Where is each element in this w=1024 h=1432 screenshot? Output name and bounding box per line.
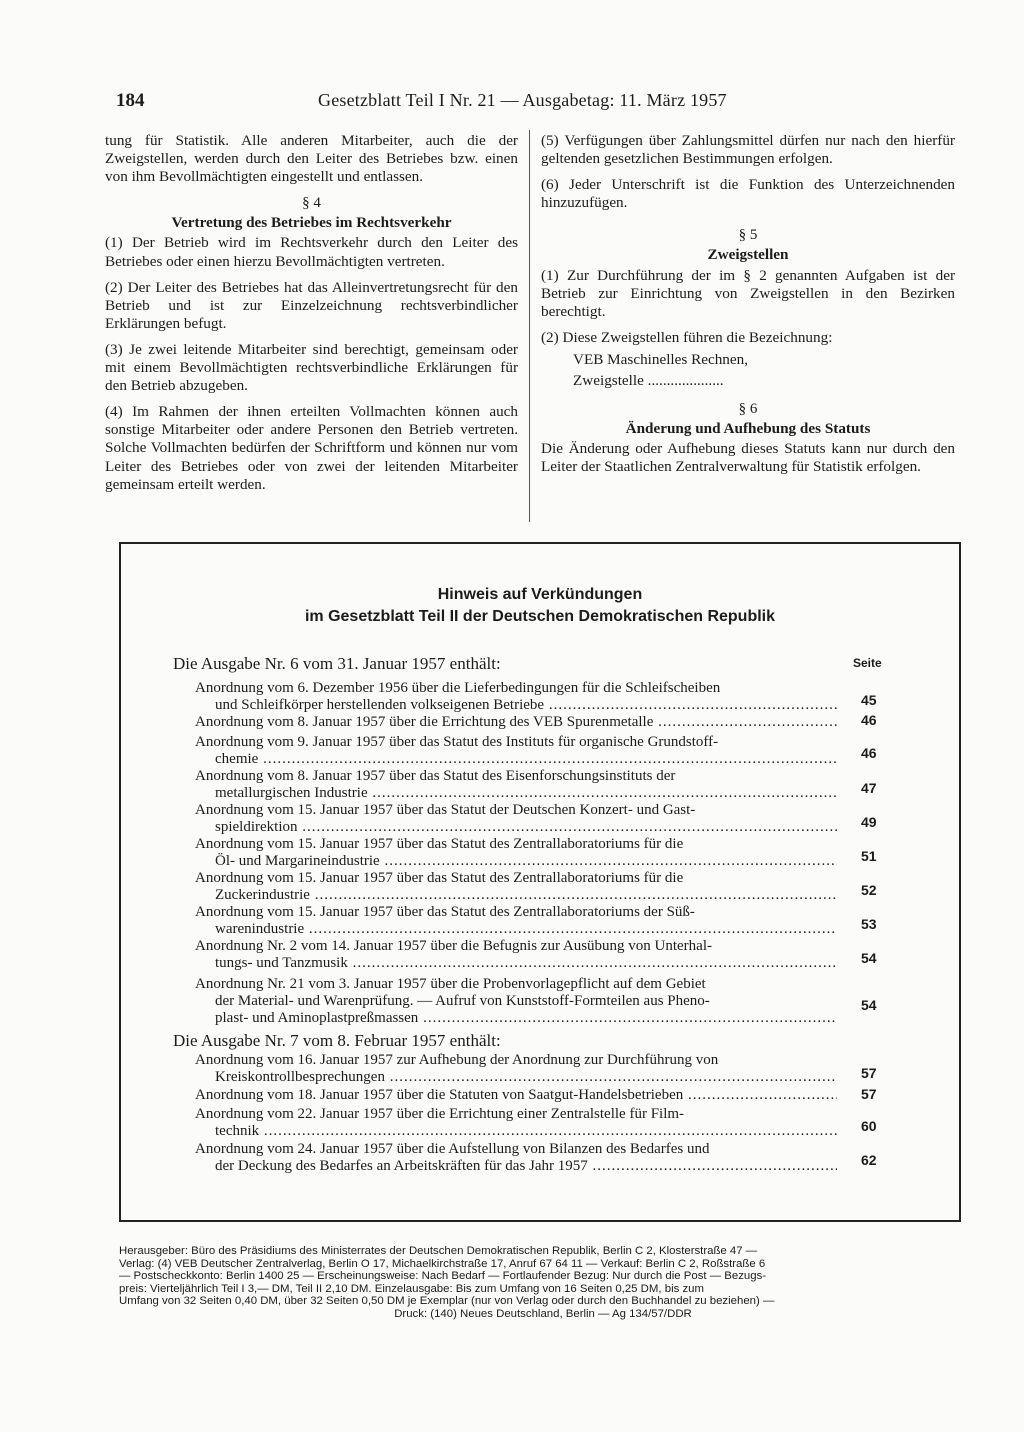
left-column [105, 132, 518, 502]
page-ref: 60 [861, 1118, 877, 1134]
page-number: 184 [116, 90, 145, 111]
list-item: Anordnung vom 15. Januar 1957 über das Statut des Zentrallaboratoriums für die Öl- und Margarineindustrie ..... [195, 836, 837, 870]
list-item: Anordnung vom 8. Januar 1957 über das Statut des Eisenforschungsinstituts der metallurgischen Industrie ..... [195, 768, 837, 802]
section-4-title: Vertretung des Betriebes im Rechtsverkehr [171, 214, 452, 232]
list-item: Anordnung Nr. 21 vom 3. Januar 1957 über die Probenvorlagepflicht auf dem Gebiet der Material- und Warenprüfung. — Aufruf von Kunststoff-Formteilen aus Pheno- plast- und Aminoplastpreßmassen ..... [195, 976, 837, 1027]
section-4-paragraph-4: (4) Im Rahmen der ihnen erteilten Vollmachten können auch sonstige Mitarbeiter oder andere Personen den Betrieb vertreten. Solche Vollmachten bedürfen der Schriftform und können nur vom Leiter des Betriebes oder von zwei der leitenden Mitarbeiter gemeinsam erteilt werden. [105, 403, 518, 493]
paragraph-intro: tung für Statistik. Alle anderen Mitarbeiter, auch die der Zweigstellen, werden durch den Leiter des Betriebes bzw. einen von ihm Bevollmächtigten eingestellt und entlassen. [105, 132, 518, 186]
page-ref: 45 [861, 692, 877, 708]
section-5-paragraph-2: (2) Diese Zweigstellen führen die Bezeichnung: [541, 328, 833, 346]
section-4-paragraph-3: (3) Je zwei leitende Mitarbeiter sind berechtigt, gemeinsam oder mit einem Bevollmächtigten rechtsverbindliche Erklärungen für den Betrieb abzugeben. [105, 340, 518, 395]
page-ref: 62 [861, 1152, 877, 1168]
list-item: Anordnung vom 15. Januar 1957 über das Statut des Zentrallaboratoriums der Süß- warenindustrie ..... [195, 904, 837, 938]
list-item: Anordnung vom 18. Januar 1957 über die Statuten von Saatgut-Handelsbetrieben ..... [195, 1087, 837, 1104]
section-5-title: Zweigstellen [707, 246, 789, 264]
imprint-line-1: Herausgeber: Büro des Präsidiums des Ministerrates der Deutschen Demokratischen Republik, Berlin C 2, Klosterstraße 47 — [119, 1245, 758, 1257]
issue-7-heading: Die Ausgabe Nr. 7 vom 8. Februar 1957 enthält: [173, 1031, 501, 1050]
section-4-paragraph-5: (5) Verfügungen über Zahlungsmittel dürfen nur nach den hierfür geltenden gesetzlichen Bestimmungen erfolgen. [541, 132, 955, 168]
imprint-line-5: Umfang von 32 Seiten 0,40 DM, über 32 Seiten 0,50 DM je Exemplar (nur von Verlag oder durch den Buchhandel zu beziehen) — [119, 1295, 775, 1308]
page-ref: 57 [861, 1086, 877, 1102]
notice-title-line-1: Hinweis auf Verkündungen [437, 586, 643, 603]
list-item: Anordnung vom 16. Januar 1957 zur Aufhebung der Anordnung zur Durchführung von Kreiskontrollbesprechungen ..... [195, 1052, 837, 1086]
list-item: Anordnung vom 6. Dezember 1956 über die Lieferbedingungen für die Schleifscheiben und Schleifkörper herstellenden volkseigenen Betriebe ..... [195, 680, 837, 714]
page-column-label: Seite [853, 656, 882, 670]
section-4-paragraph-6: (6) Jeder Unterschrift ist die Funktion des Unterzeichnenden hinzuzufügen. [541, 176, 955, 212]
section-6-paragraph: Die Änderung oder Aufhebung dieses Statuts kann nur durch den Leiter der Staatlichen Zentralverwaltung für Statistik erfolgen. [541, 440, 955, 476]
section-5-number: § 5 [738, 227, 758, 244]
page-ref: 49 [861, 814, 877, 830]
branch-name-line-2: Zweigstelle .................... [573, 372, 724, 390]
list-item: Anordnung vom 22. Januar 1957 über die Errichtung einer Zentralstelle für Film- technik ..... [195, 1106, 837, 1140]
page-ref: 57 [861, 1065, 877, 1081]
section-4-paragraph-1: (1) Der Betrieb wird im Rechtsverkehr durch den Leiter des Betriebes oder einen hierzu Bevollmächtigten vertreten. [105, 234, 518, 270]
notice-box [119, 542, 961, 1222]
imprint [119, 1245, 967, 1321]
list-item: Anordnung Nr. 2 vom 14. Januar 1957 über die Befugnis zur Ausübung von Unterhal- tungs- und Tanzmusik ..... [195, 938, 837, 972]
list-item: Anordnung vom 8. Januar 1957 über die Errichtung des VEB Spurenmetalle ..... [195, 714, 837, 731]
column-divider [529, 130, 530, 522]
imprint-line-3: — Postscheckkonto: Berlin 1400 25 — Erscheinungsweise: Nach Bedarf — Fortlaufender Bezug: Nur durch die Post — Bezugs- [119, 1270, 767, 1283]
page-ref: 51 [861, 848, 877, 864]
list-item: Anordnung vom 15. Januar 1957 über das Statut der Deutschen Konzert- und Gast- spieldirektion ..... [195, 802, 837, 836]
list-item: Anordnung vom 9. Januar 1957 über das Statut des Instituts für organische Grundstoff- chemie ..... [195, 734, 837, 768]
imprint-line-4: preis: Vierteljährlich Teil I 3,— DM, Teil II 2,10 DM. Einzelausgabe: Bis zum Umfang von 16 Seiten 0,25 DM, bis zum [119, 1282, 704, 1295]
issue-6-heading: Die Ausgabe Nr. 6 vom 31. Januar 1957 enthält: [173, 654, 501, 673]
section-4-paragraph-2: (2) Der Leiter des Betriebes hat das Alleinvertretungsrecht für den Betrieb und ist zur Einzelzeichnung rechtsverbindlicher Erklärungen befugt. [105, 278, 518, 332]
page-ref: 46 [861, 712, 877, 728]
imprint-line-2: Verlag: (4) VEB Deutscher Zentralverlag, Berlin O 17, Michaelkirchstraße 17, Anruf 67 64 11 — Verkauf: Berlin C 2, Roßstraße 6 [119, 1257, 766, 1270]
page-ref: 46 [861, 745, 877, 761]
section-6-title: Änderung und Aufhebung des Statuts [625, 420, 871, 438]
section-5-paragraph-1: (1) Zur Durchführung der im § 2 genannten Aufgaben ist der Betrieb zur Einrichtung von Zweigstellen in den Bezirken berechtigt. [541, 266, 955, 320]
notice-title-line-2: im Gesetzblatt Teil II der Deutschen Demokratischen Republik [304, 608, 776, 625]
right-column [541, 132, 955, 485]
branch-name-line-1: VEB Maschinelles Rechnen, [573, 350, 749, 368]
page-ref: 54 [861, 950, 877, 966]
page-ref: 52 [861, 882, 877, 898]
imprint-line-6: Druck: (140) Neues Deutschland, Berlin — Ag 134/57/DDR [394, 1307, 692, 1320]
page-header [116, 90, 756, 114]
header-title: Gesetzblatt Teil I Nr. 21 — Ausgabetag: 11. März 1957 [318, 90, 727, 110]
page-ref: 54 [861, 997, 877, 1013]
page-ref: 53 [861, 916, 877, 932]
list-item: Anordnung vom 24. Januar 1957 über die Aufstellung von Bilanzen des Bedarfes und der Deckung des Bedarfes an Arbeitskräften für das Jahr 1957 ..... [195, 1141, 837, 1175]
section-4-number: § 4 [302, 195, 321, 212]
list-item: Anordnung vom 15. Januar 1957 über das Statut des Zentrallaboratoriums für die Zuckerindustrie ..... [195, 870, 837, 904]
section-6-number: § 6 [738, 401, 758, 418]
page-ref: 47 [861, 780, 877, 796]
